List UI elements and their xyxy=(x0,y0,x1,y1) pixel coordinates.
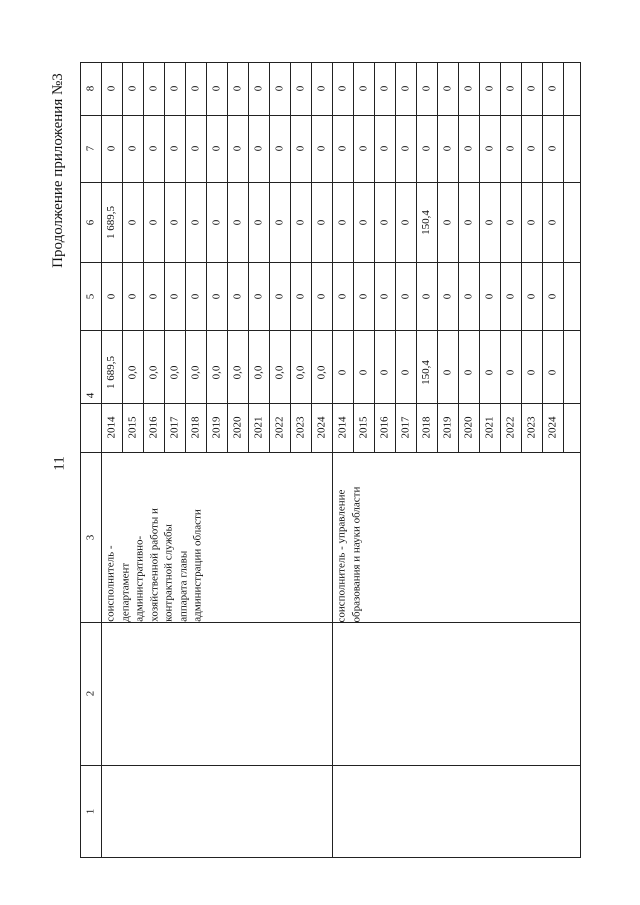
cell-col7: 0 xyxy=(419,145,432,151)
cell-col8: 0 xyxy=(461,85,474,91)
executor-line: соисполнитель - управление xyxy=(335,489,347,622)
cell-col5: 0 xyxy=(293,293,306,299)
header-col-6: 6 xyxy=(84,219,97,225)
cell-col6: 0 xyxy=(482,219,495,225)
cell-col8: 0 xyxy=(209,85,222,91)
cell-col6: 0 xyxy=(188,219,201,225)
cell-col6: 0 xyxy=(314,219,327,225)
cell-col8: 0 xyxy=(356,85,369,91)
year-cell: 2021 xyxy=(252,416,264,438)
cell-col5: 0 xyxy=(461,293,474,299)
cell-col6: 0 xyxy=(356,219,369,225)
cell-col4: 0,0 xyxy=(272,365,285,379)
cell-col8: 0 xyxy=(398,85,411,91)
table-rule xyxy=(80,115,580,116)
executor-description xyxy=(103,458,205,622)
cell-col8: 0 xyxy=(419,85,432,91)
cell-col5: 0 xyxy=(356,293,369,299)
cell-col4: 0 xyxy=(482,369,495,375)
cell-col8: 0 xyxy=(524,85,537,91)
cell-col4: 0,0 xyxy=(293,365,306,379)
page-number: 11 xyxy=(51,455,68,471)
table-rule xyxy=(80,857,581,858)
cell-col6: 0 xyxy=(335,219,348,225)
cell-col6: 0 xyxy=(209,219,222,225)
cell-col8: 0 xyxy=(230,85,243,91)
cell-col5: 0 xyxy=(503,293,516,299)
executor-line: администрации области xyxy=(191,509,204,622)
executor-line: образования и науки области xyxy=(349,486,362,622)
table-rule xyxy=(227,62,228,452)
cell-col8: 0 xyxy=(503,85,516,91)
cell-col6: 0 xyxy=(272,219,285,225)
year-cell: 2023 xyxy=(294,416,306,438)
table-rule xyxy=(143,62,144,452)
cell-col5: 0 xyxy=(524,293,537,299)
cell-col7: 0 xyxy=(440,145,453,151)
cell-col5: 0 xyxy=(398,293,411,299)
table-rule xyxy=(500,62,501,452)
year-cell: 2021 xyxy=(483,416,495,438)
cell-col6: 0 xyxy=(167,219,180,225)
cell-col4: 0 xyxy=(545,369,558,375)
cell-col8: 0 xyxy=(251,85,264,91)
table-rule xyxy=(542,62,543,452)
year-cell: 2018 xyxy=(420,416,432,438)
cell-col5: 0 xyxy=(188,293,201,299)
cell-col4: 0 xyxy=(440,369,453,375)
cell-col4: 0 xyxy=(503,369,516,375)
cell-col4: 1 689,5 xyxy=(105,355,117,389)
table-rule xyxy=(101,62,102,452)
year-cell: 2014 xyxy=(105,416,117,438)
table-rule xyxy=(353,62,354,452)
table-rule xyxy=(332,62,333,857)
cell-col7: 0 xyxy=(209,145,222,151)
year-cell: 2016 xyxy=(147,416,159,438)
year-cell: 2019 xyxy=(441,416,453,438)
cell-col4: 0,0 xyxy=(188,365,201,379)
table-rule xyxy=(122,62,123,452)
cell-col7: 0 xyxy=(104,145,117,151)
executor-line: соисполнитель - xyxy=(104,545,117,622)
table-rule xyxy=(479,62,480,452)
cell-col5: 0 xyxy=(482,293,495,299)
cell-col6: 1 689,5 xyxy=(105,205,117,239)
cell-col8: 0 xyxy=(188,85,201,91)
cell-col5: 0 xyxy=(545,293,558,299)
header-col-7: 7 xyxy=(84,145,97,152)
cell-col4: 0 xyxy=(524,369,537,375)
cell-col8: 0 xyxy=(167,85,180,91)
table-rule xyxy=(437,62,438,452)
cell-col7: 0 xyxy=(146,145,159,151)
cell-col6: 0 xyxy=(524,219,537,225)
year-cell: 2018 xyxy=(189,416,201,438)
cell-col5: 0 xyxy=(272,293,285,299)
cell-col4: 0,0 xyxy=(125,365,138,379)
table-rule xyxy=(311,62,312,452)
year-cell: 2020 xyxy=(231,416,243,438)
cell-col8: 0 xyxy=(314,85,327,91)
table-rule xyxy=(80,403,101,404)
table-rule xyxy=(290,62,291,452)
cell-col6: 0 xyxy=(293,219,306,225)
year-cell: 2022 xyxy=(504,416,516,438)
cell-col7: 0 xyxy=(482,145,495,151)
cell-col7: 0 xyxy=(188,145,201,151)
cell-col6: 0 xyxy=(398,219,411,225)
year-cell: 2017 xyxy=(168,416,180,438)
cell-col5: 0 xyxy=(230,293,243,299)
cell-col5: 0 xyxy=(209,293,222,299)
table-rule xyxy=(416,62,417,452)
cell-col8: 0 xyxy=(482,85,495,91)
cell-col5: 0 xyxy=(251,293,264,299)
executor-description xyxy=(334,458,363,622)
year-cell: 2020 xyxy=(462,416,474,438)
cell-col6: 150,4 xyxy=(419,209,432,235)
table-rule xyxy=(206,62,207,452)
header-col-4: 4 xyxy=(84,392,97,398)
table-rule xyxy=(101,403,580,404)
cell-col7: 0 xyxy=(503,145,516,151)
cell-col6: 0 xyxy=(440,219,453,225)
cell-col4: 0 xyxy=(356,369,369,375)
cell-col5: 0 xyxy=(125,293,138,299)
year-cell: 2017 xyxy=(399,416,411,438)
cell-col6: 0 xyxy=(125,219,138,225)
cell-col8: 0 xyxy=(125,85,138,91)
cell-col5: 0 xyxy=(104,293,117,299)
cell-col4: 0,0 xyxy=(167,365,180,379)
cell-col5: 0 xyxy=(146,293,159,299)
cell-col8: 0 xyxy=(104,85,117,91)
cell-col7: 0 xyxy=(293,145,306,151)
table-rule xyxy=(80,262,580,263)
cell-col7: 0 xyxy=(335,145,348,151)
table-rule xyxy=(185,62,186,452)
cell-col7: 0 xyxy=(230,145,243,151)
cell-col4: 0,0 xyxy=(146,365,159,379)
table-rule xyxy=(80,765,580,766)
year-cell: 2015 xyxy=(357,416,369,438)
table-rule xyxy=(80,622,580,623)
cell-col4: 0,0 xyxy=(209,365,222,379)
header-col-1: 1 xyxy=(84,808,97,814)
cell-col6: 0 xyxy=(251,219,264,225)
year-cell: 2016 xyxy=(378,416,390,438)
header-col-8: 8 xyxy=(84,85,97,92)
cell-col5: 0 xyxy=(314,293,327,299)
cell-col7: 0 xyxy=(377,145,390,151)
cell-col7: 0 xyxy=(314,145,327,151)
table-rule xyxy=(580,62,581,858)
cell-col8: 0 xyxy=(146,85,159,91)
cell-col8: 0 xyxy=(293,85,306,91)
executor-line: контрактной службы xyxy=(162,524,175,622)
table-rule xyxy=(80,182,580,183)
year-cell: 2022 xyxy=(273,416,285,438)
table-rule xyxy=(80,452,580,453)
cell-col5: 0 xyxy=(440,293,453,299)
cell-col6: 0 xyxy=(503,219,516,225)
table-rule xyxy=(395,62,396,452)
executor-line: департамент xyxy=(118,562,131,622)
executor-line: хозяйственной работы и xyxy=(147,508,160,622)
header-col-3: 3 xyxy=(84,534,97,540)
cell-col5: 0 xyxy=(335,293,348,299)
cell-col4: 0,0 xyxy=(251,365,264,379)
table-rule xyxy=(563,62,564,452)
cell-col7: 0 xyxy=(545,145,558,151)
cell-col7: 0 xyxy=(398,145,411,151)
cell-col7: 0 xyxy=(356,145,369,151)
cell-col4: 0,0 xyxy=(230,365,243,379)
cell-col6: 0 xyxy=(377,219,390,225)
year-cell: 2014 xyxy=(336,416,348,438)
executor-line: административно- xyxy=(133,535,146,622)
year-cell: 2024 xyxy=(546,416,558,438)
cell-col8: 0 xyxy=(272,85,285,91)
cell-col7: 0 xyxy=(167,145,180,151)
cell-col6: 0 xyxy=(545,219,558,225)
cell-col4: 0,0 xyxy=(314,365,327,379)
cell-col6: 0 xyxy=(230,219,243,225)
year-cell: 2015 xyxy=(126,416,138,438)
executor-line: аппарата главы xyxy=(176,550,189,622)
table-rule xyxy=(248,62,249,452)
table-rule xyxy=(374,62,375,452)
cell-col7: 0 xyxy=(524,145,537,151)
table-rule xyxy=(80,62,581,63)
table-rule xyxy=(269,62,270,452)
table-rule xyxy=(521,62,522,452)
cell-col8: 0 xyxy=(377,85,390,91)
appendix-title: Продолжение приложения №3 xyxy=(49,72,66,268)
cell-col7: 0 xyxy=(461,145,474,151)
table-rule xyxy=(458,62,459,452)
cell-col8: 0 xyxy=(545,85,558,91)
cell-col4: 0 xyxy=(398,369,411,375)
year-cell: 2024 xyxy=(315,416,327,438)
cell-col7: 0 xyxy=(251,145,264,151)
cell-col4: 0 xyxy=(461,369,474,375)
table-rule xyxy=(80,330,580,331)
cell-col8: 0 xyxy=(440,85,453,91)
cell-col4: 0 xyxy=(377,369,390,375)
cell-col5: 0 xyxy=(167,293,180,299)
header-col-2: 2 xyxy=(84,690,97,697)
cell-col5: 0 xyxy=(377,293,390,299)
table-rule xyxy=(164,62,165,452)
header-col-5: 5 xyxy=(84,293,97,299)
cell-col7: 0 xyxy=(272,145,285,151)
cell-col5: 0 xyxy=(419,293,432,299)
cell-col6: 0 xyxy=(146,219,159,225)
cell-col7: 0 xyxy=(125,145,138,151)
cell-col8: 0 xyxy=(335,85,348,91)
cell-col4: 0 xyxy=(335,369,348,375)
year-cell: 2019 xyxy=(210,416,222,438)
year-cell: 2023 xyxy=(525,416,537,438)
cell-col6: 0 xyxy=(461,219,474,225)
cell-col4: 150,4 xyxy=(419,359,432,385)
